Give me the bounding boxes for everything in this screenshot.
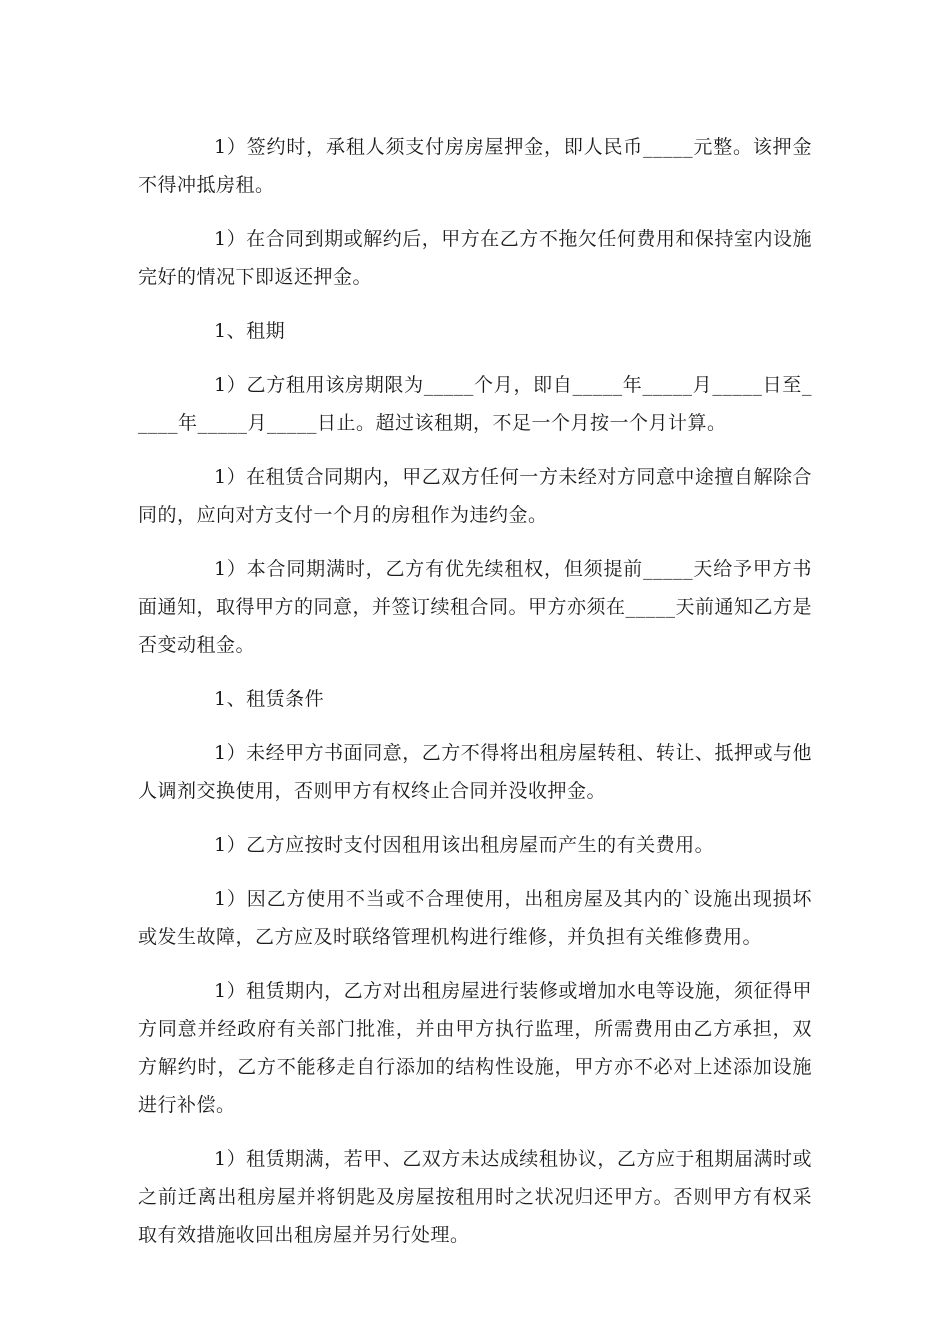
paragraph-deposit-payment: 1）签约时，承租人须支付房房屋押金，即人民币_____元整。该押金不得冲抵房租。 <box>138 136 812 196</box>
paragraph-damage-repair: 1）因乙方使用不当或不合理使用，出租房屋及其内的`设施出现损坏或发生故障，乙方应及时联络管理机构进行维修，并负担有关维修费用。 <box>138 888 812 948</box>
paragraph-renewal: 1）本合同期满时，乙方有优先续租权，但须提前_____天给予甲方书面通知，取得甲方的同意，并签订续租合同。甲方亦须在_____天前通知乙方是否变动租金。 <box>138 558 813 656</box>
paragraph-lease-period: 1）乙方租用该房期限为_____个月，即自_____年_____月_____日至_____年_____月_____日止。超过该租期，不足一个月按一个月计算。 <box>138 374 812 434</box>
paragraph-deposit-return: 1）在合同到期或解约后，甲方在乙方不拖欠任何费用和保持室内设施完好的情况下即返还押金。 <box>138 228 812 288</box>
paragraph-early-termination: 1）在租赁合同期内，甲乙双方任何一方未经对方同意中途擅自解除合同的，应向对方支付一个月的房租作为违约金。 <box>138 466 812 526</box>
paragraph-expiry-vacate: 1）租赁期满，若甲、乙双方未达成续租协议，乙方应于租期届满时或之前迁离出租房屋并将钥匙及房屋按租用时之状况归还甲方。否则甲方有权采取有效措施收回出租房屋并另行处理。 <box>138 1148 812 1246</box>
paragraph-fees: 1）乙方应按时支付因租用该出租房屋而产生的有关费用。 <box>214 834 715 856</box>
paragraph-renovation: 1）租赁期内，乙方对出租房屋进行装修或增加水电等设施，须征得甲方同意并经政府有关部门批准，并由甲方执行监理，所需费用由乙方承担，双方解约时，乙方不能移走自行添加的结构性设施，甲方亦不必对上述添加设施进行补偿。 <box>138 980 812 1116</box>
paragraph-sublease: 1）未经甲方书面同意，乙方不得将出租房屋转租、转让、抵押或与他人调剂交换使用，否则甲方有权终止合同并没收押金。 <box>138 742 812 802</box>
section-heading-lease-conditions: 1、租赁条件 <box>214 688 325 710</box>
section-heading-lease-term: 1、租期 <box>214 320 286 342</box>
document-body <box>138 128 812 1270</box>
